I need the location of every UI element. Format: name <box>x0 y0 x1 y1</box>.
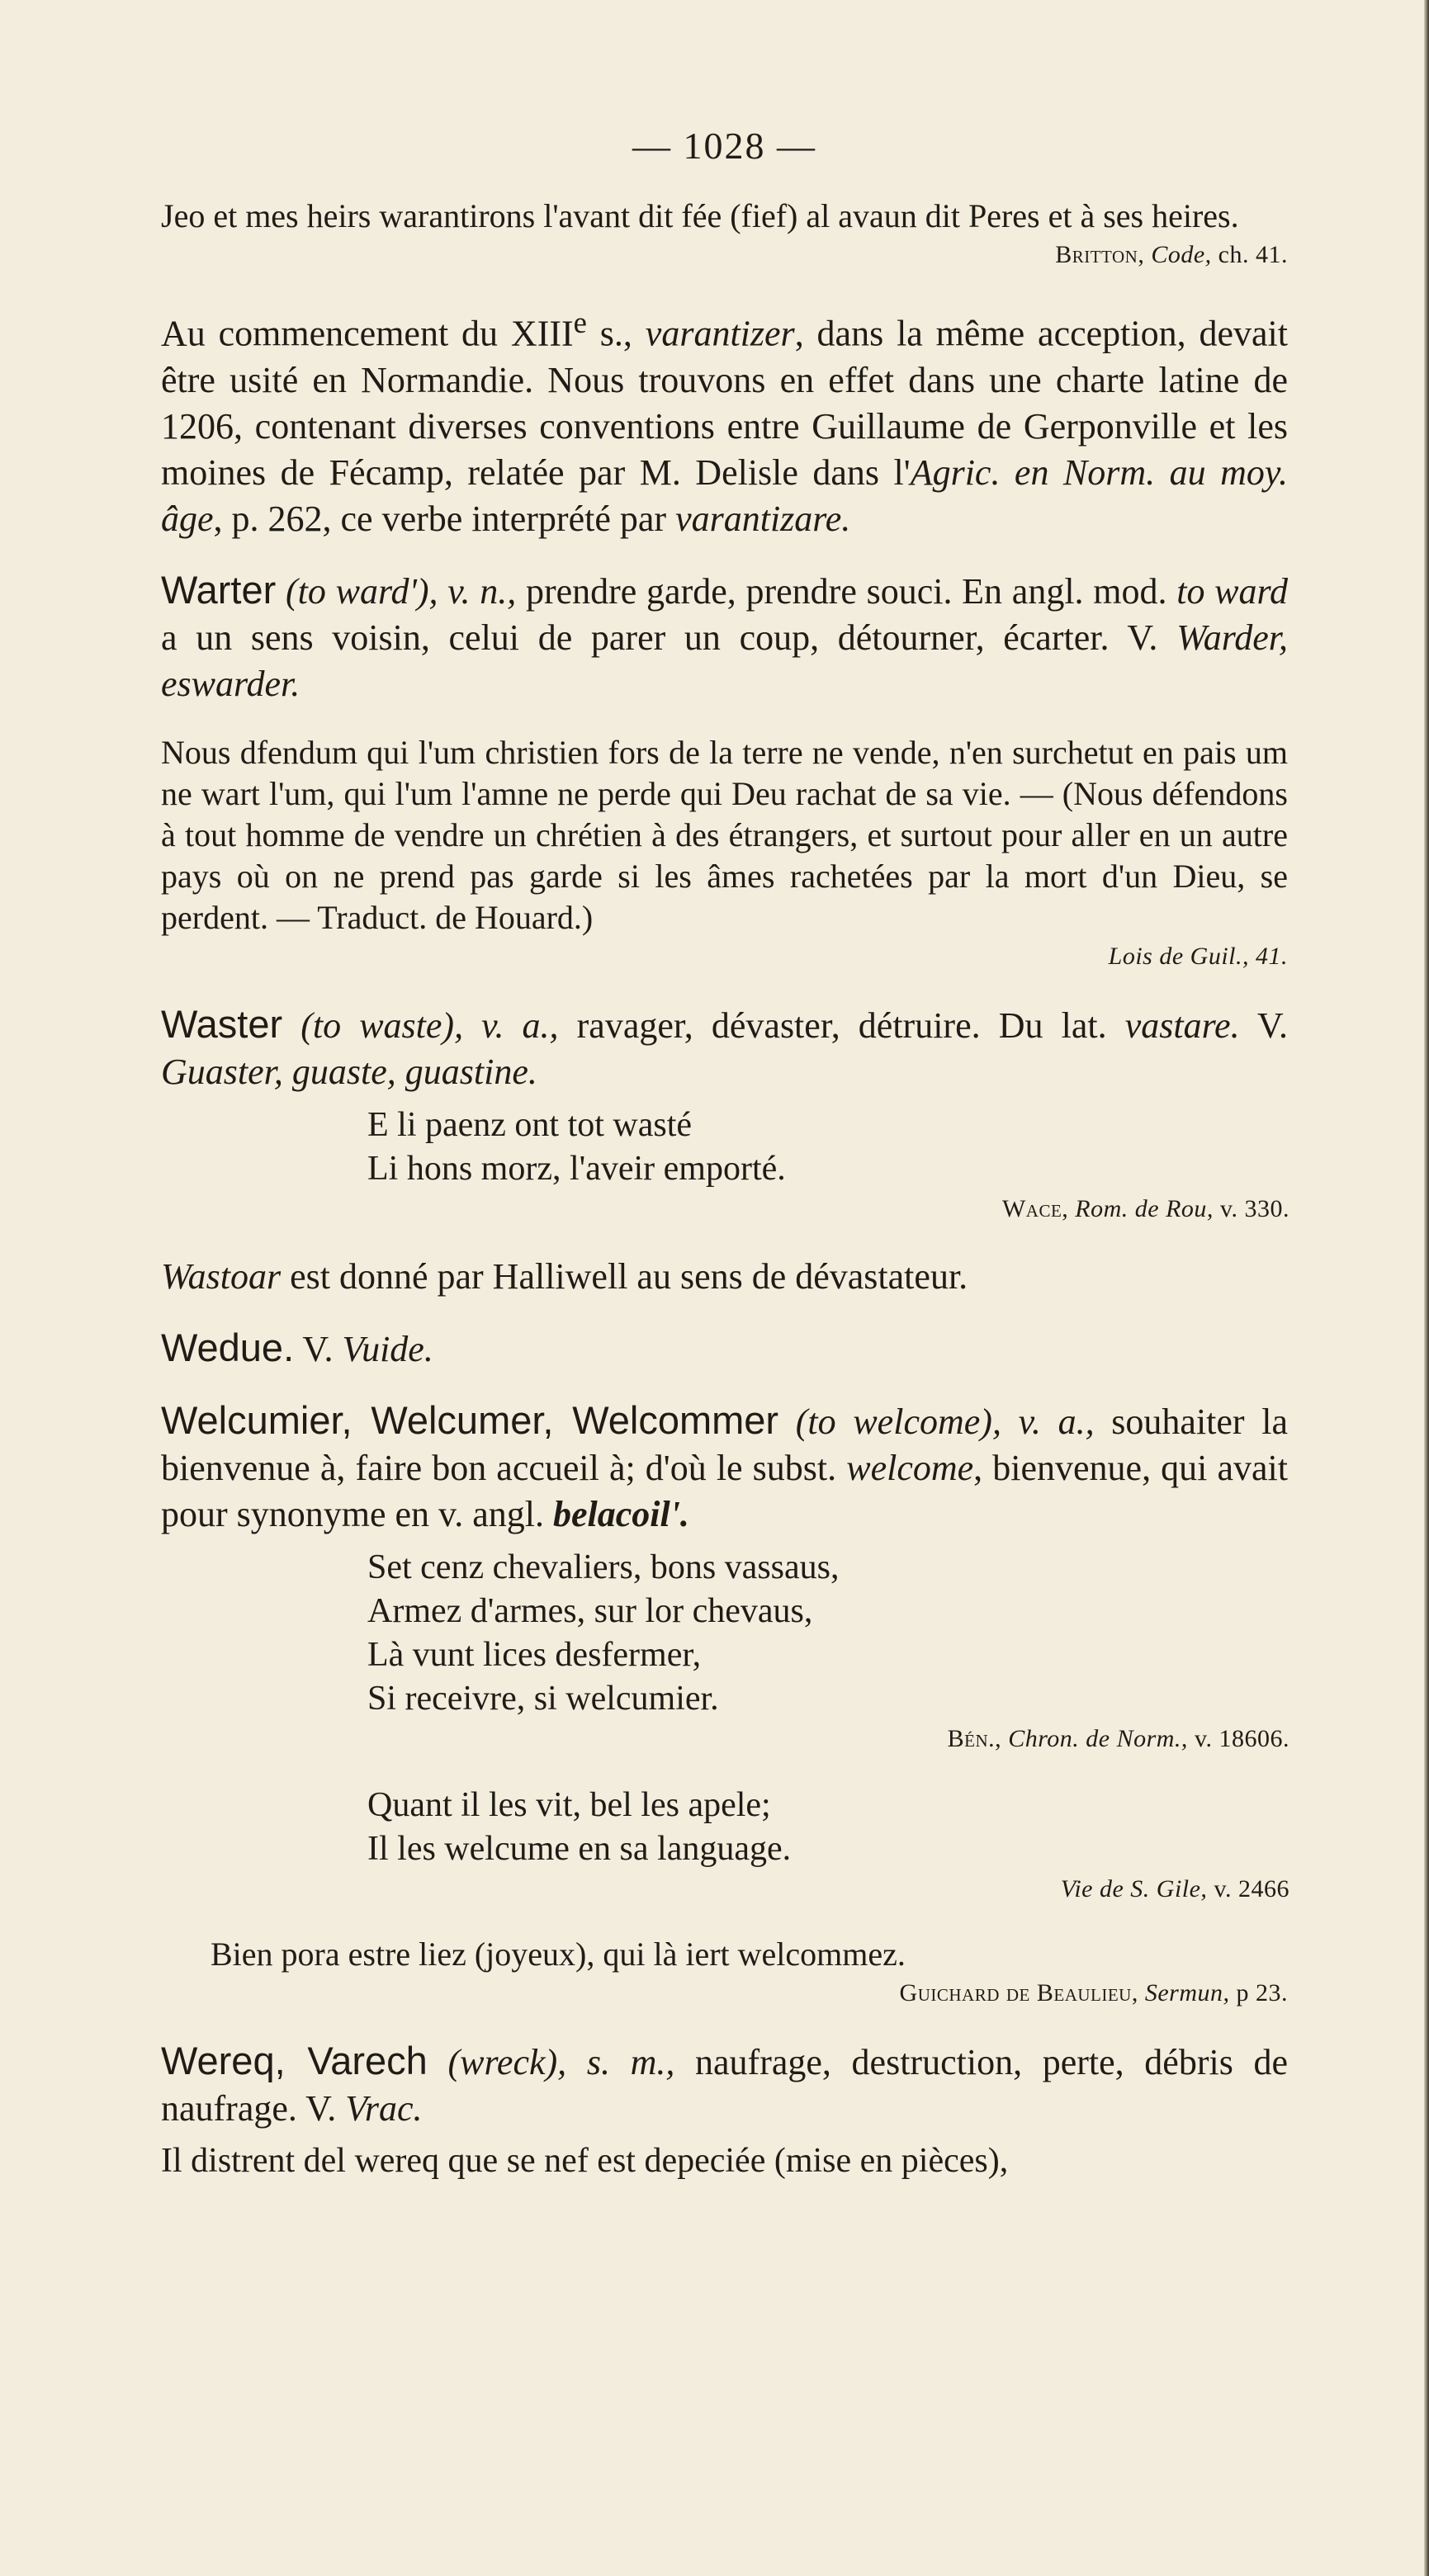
headword: Warter <box>161 567 277 612</box>
source-ref: ch. 41. <box>1218 241 1288 268</box>
verse-line: Armez d'armes, sur lor chevaus, <box>367 1591 813 1630</box>
verse-gile <box>161 1784 1288 1906</box>
cross-reference: Warder, eswarder. <box>161 617 1288 704</box>
entry-warter <box>161 567 1288 707</box>
superscript: e <box>573 305 587 339</box>
definition: a un sens voisin, celui de parer un coup, détourner, écarter. V. <box>161 617 1177 658</box>
paragraph-varantizer <box>161 300 1288 542</box>
entry-wedue <box>161 1325 1288 1373</box>
synonym: belacoil'. <box>552 1493 689 1534</box>
source-author: Britton, <box>1055 241 1145 268</box>
etymology: (to ward') <box>286 570 429 612</box>
work-title: Agric. en Norm. au moy. âge <box>161 451 1288 539</box>
verse-wace <box>161 1104 1288 1226</box>
term: welcome <box>846 1447 974 1488</box>
source-author: Guichard de Beaulieu, <box>899 1978 1138 2006</box>
text-run: , dans la même acception, devait être usité en Normandie. Nous trouvons en effet dans une charte latine de 1206, contenant diverses conventions entre Guillaume de Gerponville et les moines de Fécamp, relatée par M. Delisle dans l' <box>161 313 1288 493</box>
verse-benoit <box>161 1546 1288 1756</box>
quote-britton: Jeo et mes heirs warantirons l'avant dit fée (fief) al avaun dit Peres et à ses heires. <box>161 197 1239 234</box>
source-gile <box>367 1873 1289 1906</box>
headword: Waster <box>161 1001 283 1046</box>
text-run: V. <box>1239 1004 1289 1046</box>
source-ref: p 23. <box>1236 1978 1288 2006</box>
verse-line: E li paenz ont tot wasté <box>367 1105 693 1144</box>
source-work: Code, <box>1151 241 1212 268</box>
term: to ward <box>1176 570 1289 612</box>
text-run: , p. 262, ce verbe interprété par <box>213 498 676 539</box>
grammar: , s. m., <box>557 2041 675 2082</box>
text-run: est donné par Halliwell au sens de dévastateur. <box>281 1255 968 1297</box>
definition: prendre garde, prendre souci. En angl. mod. <box>516 570 1177 612</box>
entry-wereq <box>161 2038 1288 2132</box>
entry-waster <box>161 1001 1288 1095</box>
definition: ravager, dévaster, détruire. Du lat. <box>558 1004 1125 1046</box>
source-ref: v. 2466 <box>1214 1874 1289 1902</box>
text-run: s., <box>586 313 646 354</box>
source-ref: v. 18606. <box>1194 1724 1289 1752</box>
book-page <box>161 124 1288 2181</box>
definition: naufrage, destruction, perte, débris de naufrage. V. <box>161 2041 1288 2129</box>
grammar: , v. n., <box>428 570 517 612</box>
source-work: Chron. de Norm., <box>1008 1724 1188 1752</box>
verse-line: Quant il les vit, bel les apele; <box>367 1785 771 1824</box>
source-lois <box>161 940 1288 973</box>
term: Wastoar <box>161 1255 282 1297</box>
source-benoit <box>367 1723 1289 1756</box>
page-edge <box>1424 0 1429 2576</box>
definition: , bienvenue, qui avait pour synonyme en v. angl. <box>161 1447 1288 1534</box>
page-number: — 1028 — <box>632 125 816 167</box>
etymology: (wreck) <box>447 2041 558 2082</box>
verse-line: Li hons morz, l'aveir emporté. <box>367 1149 786 1188</box>
text-run: Au commencement du XIII <box>161 313 574 354</box>
definition: souhaiter la bienvenue à, faire bon accueil à; d'où le subst. <box>161 1401 1289 1488</box>
headword: Wedue. <box>161 1325 295 1369</box>
grammar: , v. a., <box>454 1004 559 1046</box>
etymology: (to welcome) <box>795 1401 992 1442</box>
verse-line: Il les welcume en sa language. <box>367 1829 792 1868</box>
source-work: Vie de S. Gile, <box>1060 1874 1208 1902</box>
quote-guichard: Bien pora estre liez (joyeux), qui là iert welcommez. <box>211 1935 906 1973</box>
entry-welcumier <box>161 1397 1288 1538</box>
grammar: , v. a., <box>991 1401 1095 1442</box>
source-guichard <box>161 1977 1288 2010</box>
cross-reference: Vuide. <box>342 1328 433 1369</box>
source-ref: v. 330. <box>1219 1194 1289 1222</box>
verse-line: Là vunt lices desfermer, <box>367 1635 702 1674</box>
verse-line: Si receivre, si welcumier. <box>367 1679 719 1718</box>
verse-line: Set cenz chevaliers, bons vassaus, <box>367 1548 840 1586</box>
source-work: Rom. de Rou, <box>1075 1194 1214 1222</box>
text-run: V. <box>294 1328 343 1369</box>
quote-lois: Nous dfendum qui l'um christien fors de la terre ne vende, n'en surchetut en pais um ne wart l'um, qui l'um l'amne ne perde qui Deu rachat de sa vie. — (Nous défendons à tout homme de vendre un chrétien à des étrangers, et surtout pour aller en un autre pays où on ne prend pas garde si les âmes rachetées par la mort d'un Dieu, se perdent. — Traduct. de Houard.) <box>161 733 1288 936</box>
quote-wereq: Il distrent del wereq que se nef est depeciée (mise en pièces), <box>161 2141 1009 2180</box>
source-author: Bén., <box>947 1724 1002 1752</box>
source-work: Lois de Guil., 41. <box>1108 942 1288 970</box>
latin-term: varantizare. <box>675 498 851 539</box>
headword: Welcumier, Welcumer, Welcommer <box>161 1397 779 1442</box>
term: varantizer <box>645 313 795 354</box>
headword: Wereq, Varech <box>161 2038 428 2082</box>
cross-reference: Guaster, guaste, guastine. <box>161 1051 537 1092</box>
latin-term: vastare. <box>1124 1004 1240 1046</box>
source-work: Sermun, <box>1144 1978 1230 2006</box>
source-wace <box>367 1193 1289 1226</box>
source-author: Wace, <box>1001 1194 1069 1222</box>
paragraph-wastoar <box>161 1254 1288 1300</box>
cross-reference: Vrac. <box>345 2087 423 2129</box>
etymology: (to waste) <box>300 1004 455 1046</box>
source-britton <box>161 239 1288 272</box>
